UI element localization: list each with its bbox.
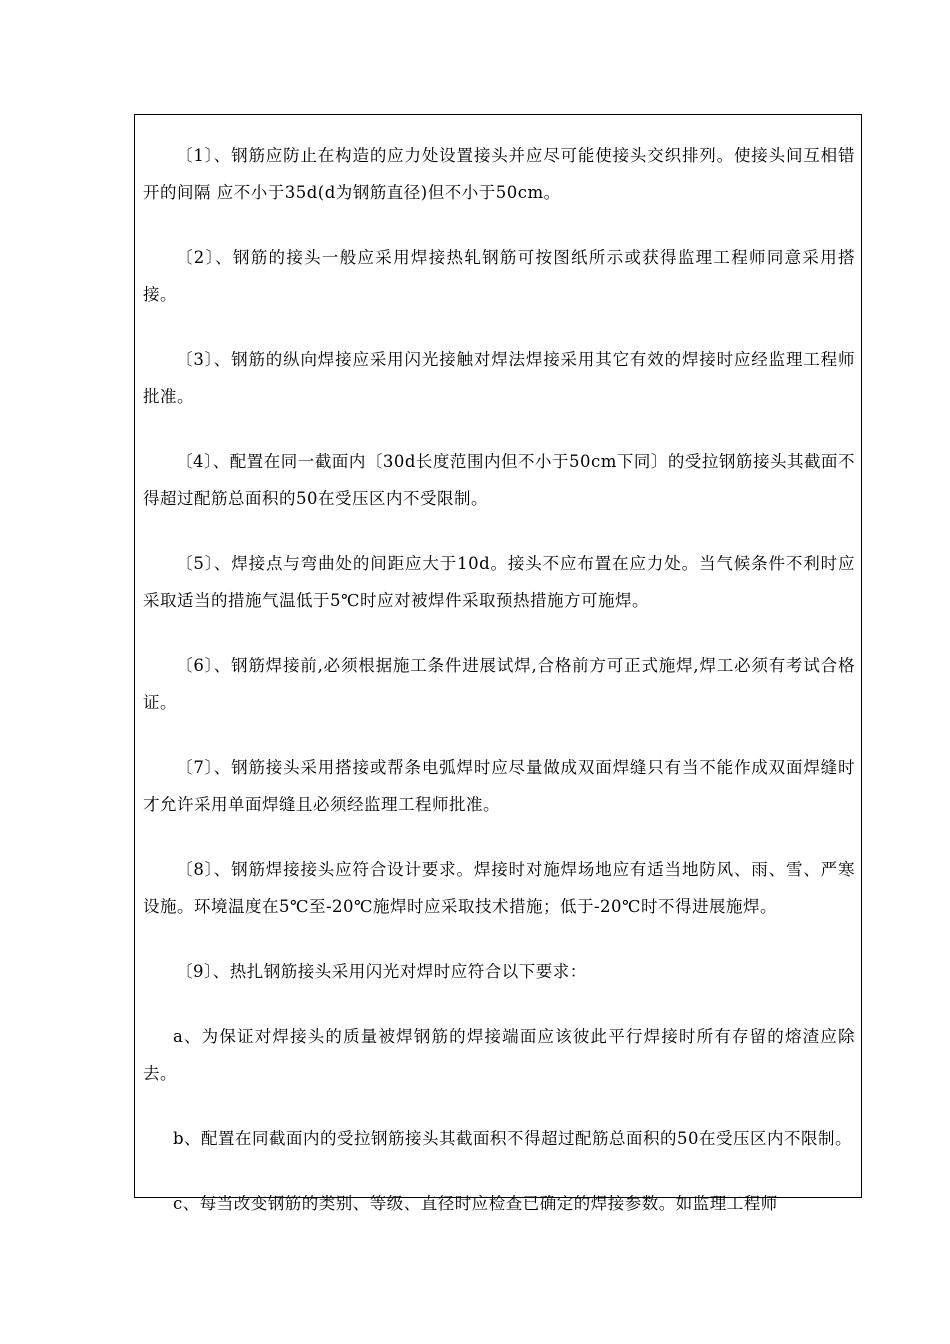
paragraph-5: 〔5〕、焊接点与弯曲处的间距应大于10d。接头不应布置在应力处。当气候条件不利时应采取适当的措施气温低于5℃时应对被焊件采取预热措施方可施焊。 xyxy=(143,554,855,610)
sub-item-c: c、每当改变钢筋的类别、等级、直径时应检查已确定的焊接参数。如监理工程师 xyxy=(173,1194,778,1213)
sub-item-b: b、配置在同截面内的受拉钢筋接头其截面积不得超过配筋总面积的50在受压区内不限制。 xyxy=(173,1129,853,1148)
paragraph-2: 〔2〕、钢筋的接头一般应采用焊接热轧钢筋可按图纸所示或获得监理工程师同意采用搭接。 xyxy=(143,248,855,304)
paragraph-8: 〔8〕、钢筋焊接接头应符合设计要求。焊接时对施焊场地应有适当地防风、雨、雪、严寒设施。环境温度在5℃至-20℃施焊时应采取技术措施；低于-20℃时不得进展施焊。 xyxy=(143,860,855,916)
sub-item-a: a、为保证对焊接头的质量被焊钢筋的焊接端面应该彼此平行焊接时所有存留的熔渣应除去。 xyxy=(143,1027,855,1083)
paragraph-3: 〔3〕、钢筋的纵向焊接应采用闪光接触对焊法焊接采用其它有效的焊接时应经监理工程师批准。 xyxy=(143,350,855,406)
paragraph-1: 〔1〕、钢筋应防止在构造的应力处设置接头并应尽可能使接头交织排列。使接头间互相错开的间隔 应不小于35d(d为钢筋直径)但不小于50cm。 xyxy=(143,146,855,202)
paragraph-9: 〔9〕、热扎钢筋接头采用闪光对焊时应符合以下要求： xyxy=(176,962,587,981)
paragraph-4: 〔4〕、配置在同一截面内〔30d长度范围内但不小于50cm下同〕的受拉钢筋接头其截面不得超过配筋总面积的50在受压区内不受限制。 xyxy=(143,452,855,508)
paragraph-7: 〔7〕、钢筋接头采用搭接或帮条电弧焊时应尽量做成双面焊缝只有当不能作成双面焊缝时才允许采用单面焊缝且必须经监理工程师批准。 xyxy=(143,758,855,814)
document-body xyxy=(143,137,855,1250)
document-frame xyxy=(134,114,862,1213)
paragraph-6: 〔6〕、钢筋焊接前,必须根据施工条件进展试焊,合格前方可正式施焊,焊工必须有考试合格证。 xyxy=(143,656,855,712)
